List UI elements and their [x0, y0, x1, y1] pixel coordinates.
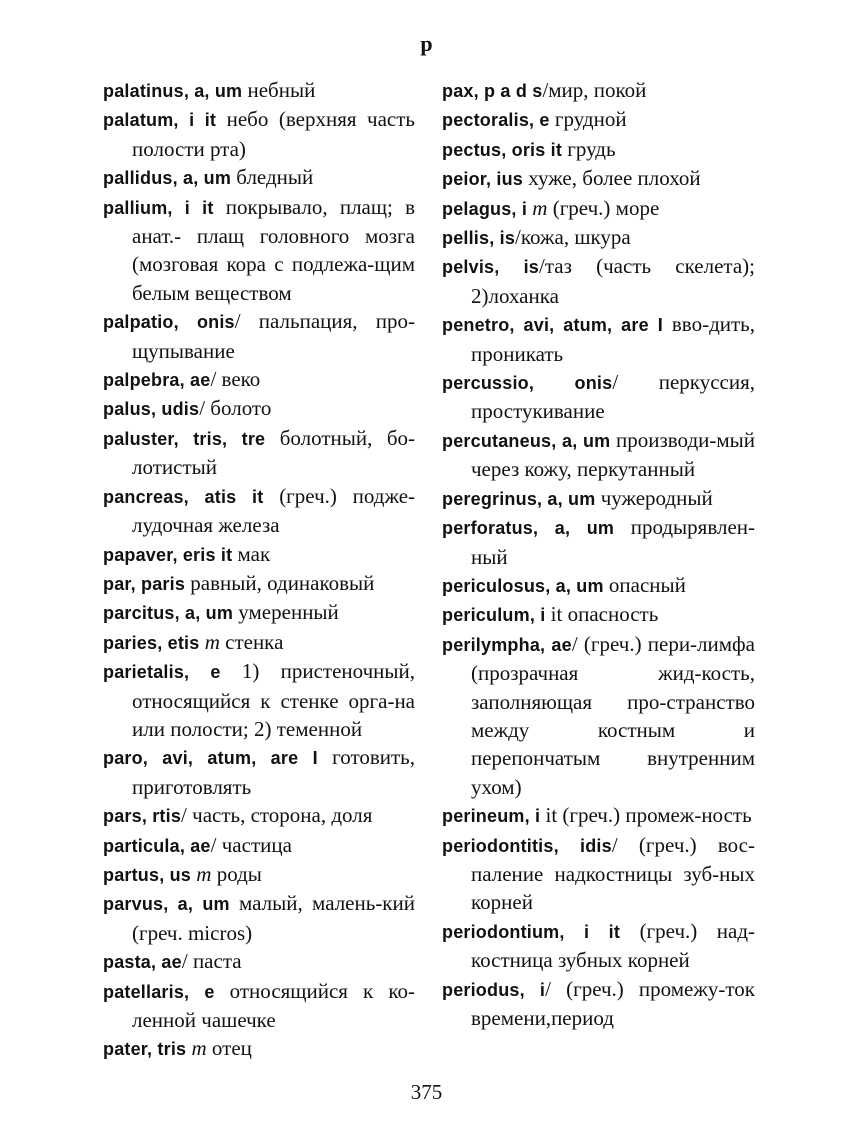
page-number: 375: [410, 1080, 443, 1104]
section-letter: p: [420, 31, 433, 56]
headword: pancreas, atis it: [103, 486, 264, 507]
headword: percussio, onis: [442, 373, 613, 394]
definition: / (греч.) вос-паление надкостницы зуб-ных корней: [471, 832, 756, 915]
headword: peregrinus, a, um: [442, 488, 596, 509]
definition: вво-дить, проникать: [471, 312, 755, 366]
definition: умеренный: [233, 600, 339, 625]
definition: готовить, приготовлять: [132, 745, 416, 799]
definition: / перкуссия, простукивание: [471, 370, 755, 424]
definition: 1) пристеночный, относящийся к стенке орга-на или полости; 2) теменной: [132, 659, 415, 741]
definition: it (греч.) промеж-ность: [540, 803, 752, 828]
headword: peior, ius: [442, 169, 524, 190]
dictionary-entry: [442, 571, 755, 600]
dictionary-entry: [442, 801, 755, 830]
headword: pellis, is: [442, 228, 516, 249]
headword: partus, us: [103, 864, 192, 885]
dictionary-entry: [103, 657, 415, 743]
dictionary-entry: [103, 1034, 415, 1063]
headword: percutaneus, a, um: [442, 430, 611, 451]
dictionary-entry: [442, 426, 755, 484]
headword: perilympha, ae: [442, 634, 572, 655]
headword: periodus, i: [442, 979, 546, 1000]
definition: малый, малень-кий (греч. micros): [132, 891, 415, 945]
headword: palus, udis: [103, 399, 200, 420]
definition: грудной: [549, 107, 627, 132]
headword: patellaris, e: [103, 981, 215, 1002]
headword: pallium, i it: [103, 197, 214, 218]
definition: бледный: [231, 165, 314, 190]
headword: parvus, a, um: [103, 894, 230, 915]
headword: paries, etis: [103, 632, 200, 653]
definition: продырявлен-ный: [471, 515, 755, 569]
dictionary-entry: [442, 105, 755, 134]
dictionary-entry: [103, 598, 415, 627]
definition: мак: [232, 541, 271, 566]
gender-marker: m: [191, 1036, 207, 1061]
dictionary-entry: [103, 365, 415, 394]
definition: покрывало, плащ; в анат.- плащ головного мозга (мозговая кора с подлежа-щим белым веществом: [132, 194, 415, 305]
definition: небный: [242, 78, 316, 102]
headword: pater, tris: [103, 1039, 187, 1060]
dictionary-entry: [442, 194, 755, 223]
headword: papaver, eris it: [103, 544, 233, 565]
headword: par, paris: [103, 573, 186, 594]
dictionary-entry: [442, 917, 755, 975]
headword: perineum, i: [442, 806, 541, 827]
dictionary-entry: [442, 600, 755, 629]
dictionary-entry: [103, 889, 415, 947]
dictionary-entry: [103, 977, 415, 1035]
definition: (греч.) подже-лудочная железа: [132, 483, 416, 538]
headword: periculosus, a, um: [442, 575, 604, 596]
headword: perforatus, a, um: [442, 518, 615, 539]
definition: болотный, бо-лотистый: [132, 425, 415, 480]
dictionary-entry: [442, 310, 755, 368]
left-column: [103, 76, 415, 1064]
definition: опасный: [603, 572, 686, 597]
headword: periodontium, i it: [442, 921, 621, 942]
headword: paluster, tris, tre: [103, 428, 266, 449]
headword: pectoralis, e: [442, 110, 550, 131]
definition: /мир, покой: [542, 78, 647, 102]
headword: pectus, oris it: [442, 139, 563, 160]
definition: / частица: [210, 832, 292, 857]
dictionary-entry: [442, 164, 755, 193]
headword: periodontitis, idis: [442, 835, 612, 856]
headword: paro, avi, atum, are I: [103, 748, 318, 769]
definition: хуже, более плохой: [523, 166, 701, 191]
right-column: [442, 76, 755, 1032]
definition: отец: [206, 1036, 252, 1061]
dictionary-entry: [103, 831, 415, 860]
headword: palpebra, ae: [103, 370, 211, 391]
dictionary-entry: [103, 163, 415, 192]
definition: небо (верхняя часть полости рта): [132, 107, 415, 161]
definition: /кожа, шкура: [515, 225, 631, 250]
dictionary-entry: [442, 975, 755, 1033]
headword: pasta, ae: [103, 952, 182, 973]
dictionary-entry: [103, 569, 415, 598]
definition: чужеродный: [595, 485, 713, 510]
dictionary-entry: [442, 630, 755, 801]
gender-marker: m: [532, 195, 548, 220]
headword: particula, ae: [103, 835, 211, 856]
headword: pars, rtis: [103, 806, 182, 827]
dictionary-entry: [442, 135, 755, 164]
headword: pelagus, i: [442, 198, 528, 219]
headword: pallidus, a, um: [103, 168, 232, 189]
dictionary-entry: [103, 424, 415, 482]
definition: / паста: [181, 949, 242, 974]
dictionary-entry: [442, 368, 755, 426]
dictionary-entry: [442, 223, 755, 252]
dictionary-entry: [103, 743, 415, 801]
dictionary-entry: [103, 105, 415, 163]
definition: / часть, сторона, доля: [181, 803, 373, 828]
dictionary-entry: [442, 831, 755, 917]
definition: / болото: [199, 396, 272, 421]
dictionary-entry: [103, 193, 415, 308]
dictionary-entry: [103, 947, 415, 976]
dictionary-entry: [103, 628, 415, 657]
dictionary-entry: [103, 76, 415, 105]
definition: роды: [211, 861, 262, 886]
definition: относящийся к ко-ленной чашечке: [132, 978, 415, 1032]
dictionary-entry: [442, 76, 755, 105]
dictionary-entry: [103, 394, 415, 423]
dictionary-entry: [103, 307, 415, 365]
dictionary-entry: [103, 482, 415, 540]
gender-marker: m: [196, 861, 212, 886]
headword: palatum, i it: [103, 110, 217, 131]
definition: / (греч.) пери-лимфа (прозрачная жид-кость, заполняющая про-странство между костным и перепончатым внутренним ухом): [471, 631, 755, 799]
headword: penetro, avi, atum, are I: [442, 315, 663, 336]
definition: (греч.) море: [547, 195, 660, 220]
headword: parcitus, a, um: [103, 603, 234, 624]
dictionary-entry: [103, 540, 415, 569]
definition: / веко: [210, 367, 261, 392]
headword: palatinus, a, um: [103, 81, 243, 101]
definition: грудь: [562, 136, 616, 161]
gender-marker: m: [204, 629, 220, 654]
definition: /таз (часть скелета); 2)лоханка: [471, 254, 755, 308]
headword: palpatio, onis: [103, 312, 235, 333]
headword: pax, p a d s: [442, 81, 543, 101]
dictionary-entry: [442, 513, 755, 571]
dictionary-entry: [103, 860, 415, 889]
definition: it опасность: [545, 602, 659, 627]
headword: periculum, i: [442, 605, 546, 626]
definition: стенка: [219, 629, 284, 654]
definition: равный, одинаковый: [185, 570, 375, 595]
definition: / (греч.) промежу-ток времени,период: [471, 976, 755, 1030]
dictionary-entry: [442, 484, 755, 513]
headword: parietalis, e: [103, 662, 221, 683]
definition: производи-мый через кожу, перкутанный: [471, 427, 755, 482]
definition: (греч.) над-костница зубных корней: [471, 918, 756, 973]
dictionary-entry: [442, 252, 755, 310]
dictionary-entry: [103, 801, 415, 830]
definition: / пальпация, про-щупывание: [132, 309, 415, 363]
headword: pelvis, is: [442, 257, 540, 278]
